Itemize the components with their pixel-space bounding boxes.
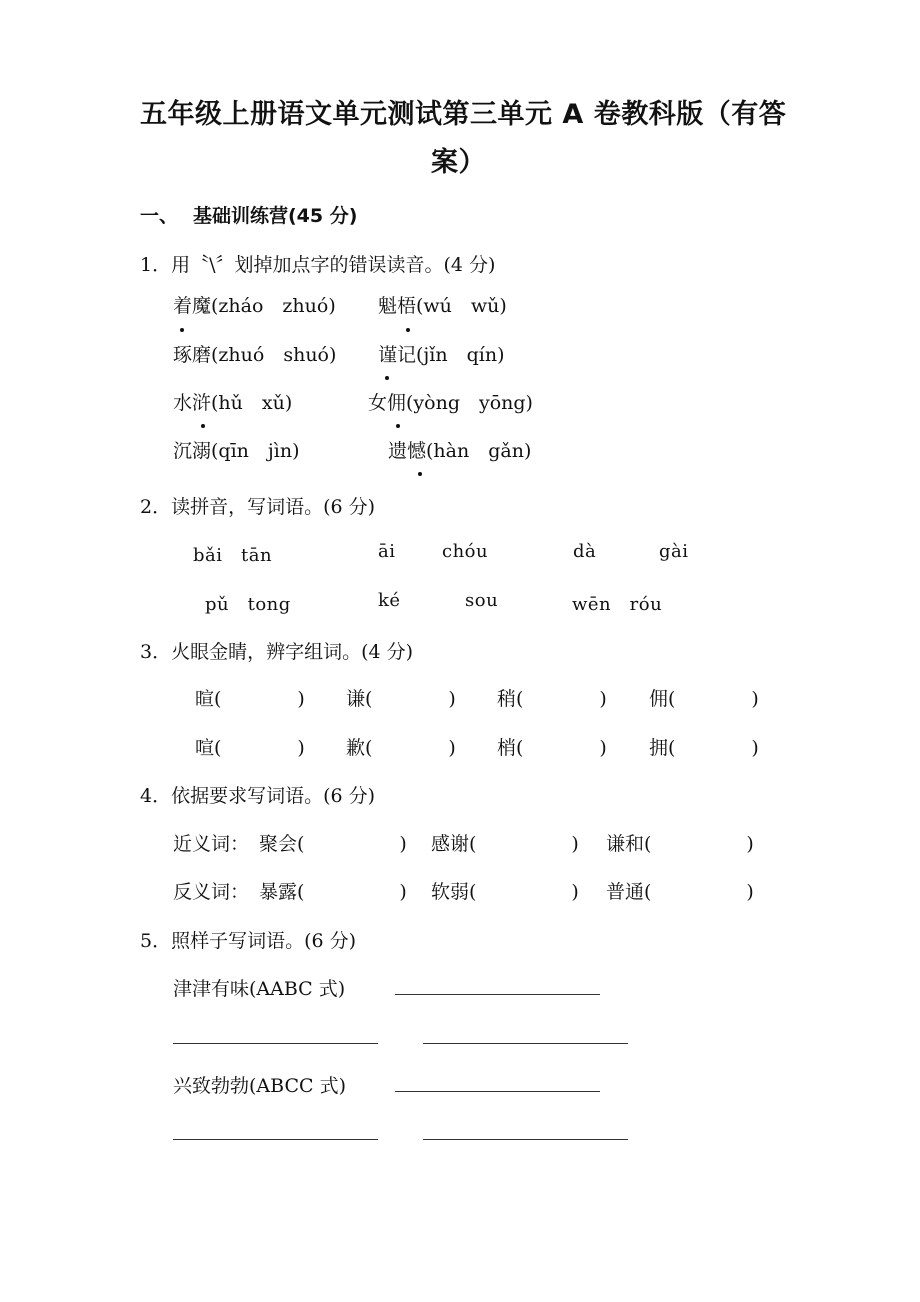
- pinyin-word: bǎi tān: [193, 545, 273, 566]
- emphasis-dot-icon: [385, 365, 389, 384]
- question-2-prompt: 2．读拼音，写词语。(6 分): [140, 496, 376, 518]
- pinyin-word: gài: [659, 541, 689, 562]
- q3-item: 稍( ): [497, 688, 607, 710]
- pinyin-word: dà: [573, 541, 597, 562]
- q1-item: 女佣(yòng yōng): [368, 392, 533, 414]
- q3-item: 歉( ): [346, 737, 456, 759]
- answer-blank[interactable]: [173, 1139, 378, 1140]
- q3-item: 暄( ): [195, 688, 305, 710]
- pinyin-word: āi: [378, 541, 396, 562]
- emphasis-dot-icon: [418, 461, 422, 480]
- answer-blank[interactable]: [395, 994, 600, 995]
- q1-item: 着魔(zháo zhuó): [173, 295, 336, 317]
- page-title: 五年级上册语文单元测试第三单元 A 卷教科版（有答: [140, 99, 787, 130]
- pinyin-word: pǔ tong: [205, 594, 291, 615]
- question-1-prompt: 1．用〝\〞划掉加点字的错误读音。(4 分): [140, 254, 496, 276]
- emphasis-dot-icon: [396, 413, 400, 432]
- q5-example: 津津有味(AABC 式): [173, 978, 346, 1000]
- pinyin-word: ké: [378, 590, 401, 611]
- q1-item: 魁梧(wú wǔ): [378, 295, 507, 317]
- answer-blank[interactable]: [423, 1139, 628, 1140]
- q3-item: 拥( ): [649, 737, 759, 759]
- q4-antonym-item: 软弱( ): [431, 881, 579, 903]
- q3-item: 谦( ): [346, 688, 456, 710]
- q1-item: 琢磨(zhuó shuó): [173, 344, 337, 366]
- q3-item: 佣( ): [649, 688, 759, 710]
- q3-item: 梢( ): [497, 737, 607, 759]
- emphasis-dot-icon: [201, 413, 205, 432]
- pinyin-word: chóu: [442, 541, 489, 562]
- answer-blank[interactable]: [395, 1091, 600, 1092]
- question-3-prompt: 3．火眼金睛，辨字组词。(4 分): [140, 641, 414, 663]
- antonym-label: 反义词：: [173, 881, 250, 903]
- page-title-continued: 案）: [431, 147, 486, 178]
- q4-synonym-item: 聚会( ): [259, 833, 407, 855]
- answer-blank[interactable]: [173, 1043, 378, 1044]
- q1-item: 水浒(hǔ xǔ): [173, 392, 293, 414]
- q1-item: 遗憾(hàn gǎn): [388, 440, 532, 462]
- q4-antonym-item: 暴露( ): [259, 881, 407, 903]
- q3-item: 喧( ): [195, 737, 305, 759]
- q1-item: 谨记(jǐn qín): [378, 344, 505, 366]
- section-title: 基础训练营(45 分): [193, 205, 358, 227]
- section-number: 一、: [140, 205, 179, 227]
- answer-blank[interactable]: [423, 1043, 628, 1044]
- q4-synonym-item: 谦和( ): [606, 833, 754, 855]
- q1-item: 沉溺(qīn jìn): [173, 440, 300, 462]
- pinyin-word: wēn róu: [572, 594, 663, 615]
- question-4-prompt: 4．依据要求写词语。(6 分): [140, 785, 376, 807]
- emphasis-dot-icon: [180, 317, 184, 336]
- q5-example: 兴致勃勃(ABCC 式): [173, 1075, 346, 1097]
- q4-synonym-item: 感谢( ): [431, 833, 579, 855]
- q4-antonym-item: 普通( ): [606, 881, 754, 903]
- pinyin-word: sou: [465, 590, 499, 611]
- question-5-prompt: 5．照样子写词语。(6 分): [140, 930, 357, 952]
- emphasis-dot-icon: [406, 317, 410, 336]
- synonym-label: 近义词：: [173, 833, 250, 855]
